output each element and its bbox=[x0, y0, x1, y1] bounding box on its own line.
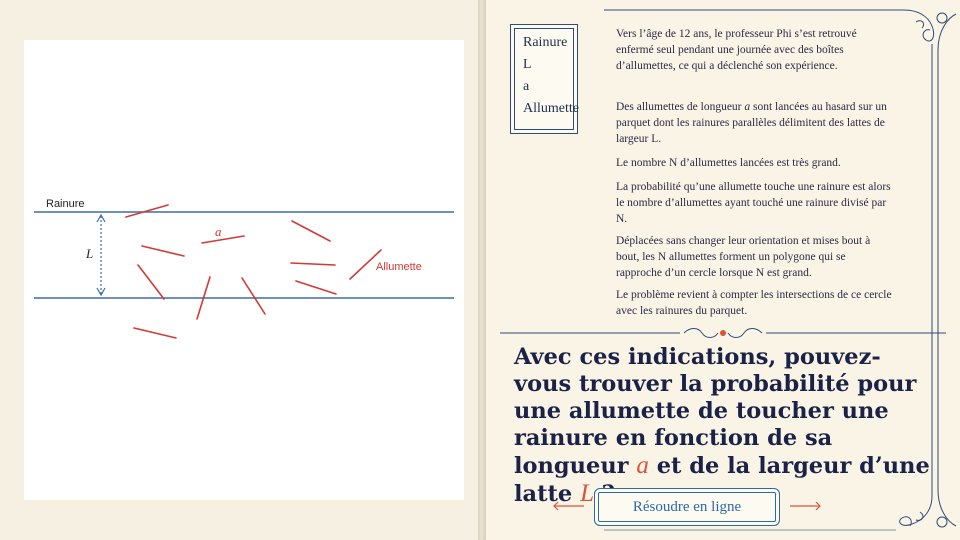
match-7 bbox=[242, 278, 265, 314]
paragraph-intro: Vers l’âge de 12 ans, le professeur Phi s’est retrouvé enfermé seul pendant une journée avec des boîtes d’allumettes, ce qui a déclenché son expérience. bbox=[616, 28, 857, 72]
match-2 bbox=[202, 236, 244, 243]
match-1 bbox=[126, 205, 168, 217]
match-11 bbox=[134, 328, 176, 338]
a-label: a bbox=[215, 224, 222, 239]
button-deco-left bbox=[552, 500, 586, 512]
ornament-divider bbox=[500, 326, 946, 340]
box-label-a: a bbox=[523, 79, 530, 94]
solve-online-button[interactable]: Résoudre en ligne bbox=[594, 488, 780, 526]
p2-post: sont lancées au hasard sur un parquet dont les rainures parallèles délimitent des lattes de largeur L. bbox=[616, 101, 887, 145]
paragraph-probability: La probabilité qu’une allumette touche une rainure est alors le nombre d’allumettes ayant touché une rainure divisé par N. bbox=[616, 181, 891, 225]
paragraph-matches bbox=[616, 99, 892, 147]
match-4 bbox=[292, 221, 330, 241]
box-label-rainure: Rainure bbox=[523, 35, 568, 50]
question-part1: Avec ces indications, pouvez-vous trouver la probabilité pour une allumette de toucher une rainure en fonction de sa longueur bbox=[514, 344, 917, 479]
question-var-a: a bbox=[636, 452, 649, 479]
paragraph-polygon: Déplacées sans changer leur orientation et mises bout à bout, les N allumettes forment un polygone qui se rapproche d’un cercle lorsque N est grand. bbox=[616, 235, 871, 279]
box-label-allumette: Allumette bbox=[523, 101, 579, 116]
right-page bbox=[486, 0, 960, 540]
book-gutter bbox=[478, 0, 486, 540]
box-label-L: L bbox=[523, 57, 532, 72]
left-page bbox=[0, 0, 478, 540]
paragraph-count: Le nombre N d’allumettes lancées est très grand. bbox=[616, 157, 841, 169]
match-5 bbox=[138, 265, 164, 299]
p2-pre: Des allumettes de longueur bbox=[616, 101, 745, 113]
question-var-L: L bbox=[580, 480, 594, 507]
main-question bbox=[514, 344, 934, 508]
rainure-label: Rainure bbox=[46, 198, 85, 210]
question-part2: et de la largeur d’une latte bbox=[514, 453, 930, 507]
match-8 bbox=[291, 263, 335, 265]
sidebar-label-box bbox=[510, 24, 578, 134]
button-deco-right bbox=[788, 500, 822, 512]
paragraph-circle: Le problème revient à compter les intersections de ce cercle avec les rainures du parquet. bbox=[616, 289, 892, 317]
diagram-panel bbox=[24, 40, 464, 500]
p2-var-a: a bbox=[744, 101, 751, 113]
match-3 bbox=[142, 246, 184, 256]
allumette-label: Allumette bbox=[376, 261, 422, 273]
match-9 bbox=[296, 281, 336, 294]
buffon-needle-diagram bbox=[24, 40, 464, 500]
L-label: L bbox=[86, 246, 94, 261]
